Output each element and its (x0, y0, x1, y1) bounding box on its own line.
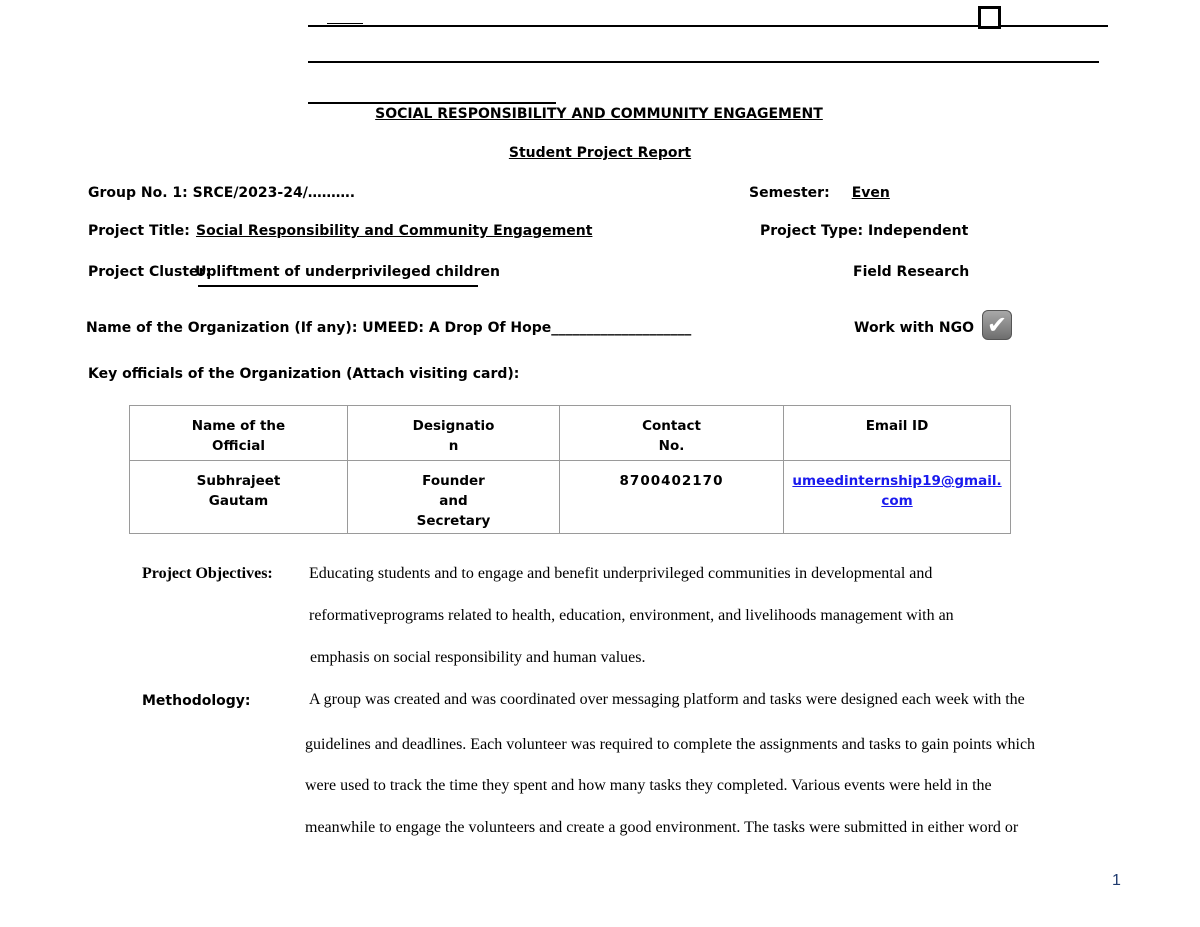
methodology-line-4: meanwhile to engage the volunteers and create a good environment. The tasks were submitted in either word or (305, 819, 1019, 836)
header-contact-line2: No. (658, 438, 685, 454)
project-title-value: Social Responsibility and Community Engagement (196, 223, 593, 239)
square-marker-icon (978, 6, 1001, 29)
top-rule-3 (308, 102, 556, 104)
project-cluster-underline (198, 285, 478, 287)
semester-label: Semester: (749, 185, 830, 201)
header-designation-line2: n (448, 438, 459, 454)
email-link-line1[interactable]: umeedinternship19@gmail. (792, 473, 1002, 489)
table-header-row (130, 406, 1011, 461)
document-subtitle: Student Project Report (508, 145, 692, 161)
document-title: SOCIAL RESPONSIBILITY AND COMMUNITY ENGAGEMENT (375, 106, 823, 122)
top-rule-2 (308, 61, 1099, 63)
email-link[interactable] (792, 473, 1001, 509)
cell-contact-number: 8700402170 (619, 473, 724, 489)
table-row (130, 461, 1011, 534)
objectives-line-3: emphasis on social responsibility and human values. (310, 649, 646, 666)
header-name-line2: Official (212, 438, 265, 454)
semester-value (830, 185, 982, 201)
cell-email (784, 461, 1011, 534)
group-number: Group No. 1: SRCE/2023-24/………. (88, 185, 356, 201)
field-research-label: Field Research (853, 264, 970, 280)
objectives-label: Project Objectives: (142, 565, 273, 582)
project-cluster-label: Project Cluster: (88, 264, 212, 280)
cell-name (130, 461, 348, 534)
header-contact-line1: Contact (642, 418, 701, 434)
project-type: Project Type: Independent (760, 223, 969, 239)
semester-value-text: Even (851, 185, 890, 201)
header-designation (348, 406, 560, 461)
cell-designation-line3: Secretary (416, 513, 491, 529)
header-name-line1: Name of the (191, 418, 286, 434)
email-link-line2[interactable]: com (881, 493, 913, 509)
work-with-ngo-label: Work with NGO (854, 320, 975, 336)
cell-contact (560, 461, 784, 534)
key-officials-label: Key officials of the Organization (Attach visiting card): (88, 366, 520, 382)
header-designation-line1: Designatio (412, 418, 495, 434)
header-email-text: Email ID (865, 418, 929, 434)
header-contact (560, 406, 784, 461)
header-email (784, 406, 1011, 461)
methodology-line-1: A group was created and was coordinated over messaging platform and tasks were designed each week with the (309, 691, 1025, 708)
page-number: 1 (1112, 872, 1121, 889)
methodology-line-2: guidelines and deadlines. Each volunteer was required to complete the assignments and tasks to gain points which (305, 736, 1036, 753)
cell-name-line1: Subhrajeet (196, 473, 281, 489)
project-title-label: Project Title: (88, 223, 190, 239)
checkmark-icon: ✔ (986, 311, 1008, 339)
header-name (130, 406, 348, 461)
work-with-ngo-checkbox[interactable] (982, 310, 1012, 340)
cell-designation (348, 461, 560, 534)
cell-designation-line1: Founder (422, 473, 485, 489)
objectives-line-1: Educating students and to engage and benefit underprivileged communities in developmental and (309, 565, 933, 582)
objectives-line-2: reformativeprograms related to health, education, environment, and livelihoods management with an (309, 607, 954, 624)
organization-name: Name of the Organization (If any): UMEED: A Drop Of Hope____________________ (86, 320, 692, 336)
officials-table (129, 405, 1011, 534)
cell-name-line2: Gautam (208, 493, 269, 509)
cell-designation-line2: and (439, 493, 468, 509)
semester-field (749, 185, 982, 201)
methodology-line-3: were used to track the time they spent and how many tasks they completed. Various events were held in the (305, 777, 992, 794)
top-rule-1-accent (327, 23, 363, 24)
project-cluster-value: Upliftment of underprivileged children (195, 264, 500, 280)
methodology-label: Methodology: (142, 693, 251, 709)
